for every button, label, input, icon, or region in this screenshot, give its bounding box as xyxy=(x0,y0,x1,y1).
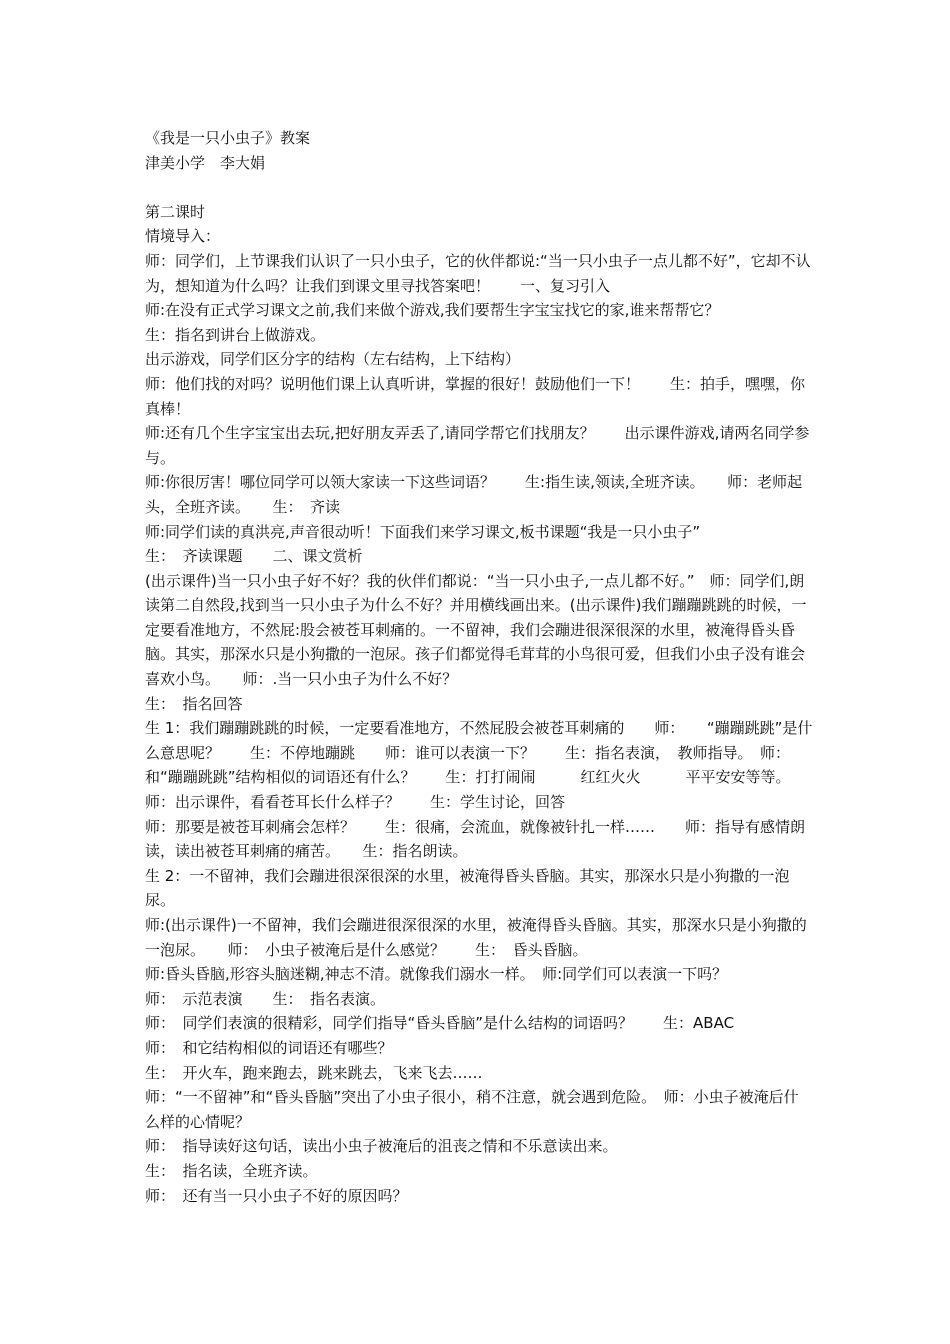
paragraph: 出示游戏，同学们区分字的结构（左右结构，上下结构） xyxy=(145,350,521,369)
paragraph: 生：指名到讲台上做游戏。 xyxy=(145,325,326,344)
paragraph: 情境导入： xyxy=(145,227,221,246)
paragraph: 师：他们找的对吗？说明他们课上认真听讲，掌握的很好！鼓励他们一下！ 生：拍手，嘿嘿，你真棒！ xyxy=(145,374,806,418)
paragraph: 师:(出示课件)一不留神，我们会蹦进很深很深的水里，被淹得昏头昏脑。其实，那深水只是小狗撒的一泡尿。 师： 小虫子被淹后是什么感觉？ 生： 昏头昏脑。 xyxy=(145,916,807,959)
paragraph: 师：那要是被苍耳刺痛会怎样？ 生：很痛，会流血，就像被针扎一样…… 师：指导有感情朗读，读出被苍耳刺痛的痛苦。 生：指名朗读。 xyxy=(145,817,806,861)
paragraph: 师： 和它结构相似的词语还有哪些？ xyxy=(145,1038,393,1057)
document-page xyxy=(145,126,813,1208)
paragraph: 师： 示范表演 生： 指名表演。 xyxy=(145,989,386,1008)
paragraph: 师： 指导读好这句话，读出小虫子被淹后的沮丧之情和不乐意读出来。 xyxy=(145,1137,618,1156)
paragraph: 师:在没有正式学习课文之前,我们来做个游戏,我们要帮生字宝宝找它的家,谁来帮帮它？ xyxy=(145,301,720,320)
paragraph: 生： 指名读，全班齐读。 xyxy=(145,1161,318,1180)
paragraph: 生： 齐读课题 二、课文赏析 xyxy=(145,547,363,566)
paragraph: 师： 同学们表演的很精彩，同学们指导“昏头昏脑”是什么结构的词语吗？ 生：ABAC xyxy=(145,1014,735,1033)
lesson-label: 第二课时 xyxy=(145,202,206,221)
blank-line xyxy=(145,175,813,200)
document-title: 《我是一只小虫子》教案 xyxy=(145,129,311,147)
paragraph: 生 1：我们蹦蹦跳跳的时候，一定要看准地方，不然屁股会被苍耳刺痛的 师： “蹦蹦跳跳”是什么意思呢？ 生：不停地蹦跳 师：谁可以表演一下？ 生：指名表演， 教师指导。 师：和“蹦蹦跳跳”结构相似的词语还有什么？ 生：打打闹闹 红红火火 平平安安等等。 师：出示课件，看看苍耳长什么样子？ 生：学生讨论，回答 xyxy=(145,719,814,812)
paragraph: (出示课件)当一只小虫子好不好？我的伙伴们都说：“当一只小虫子,一点儿都不好。” 师：同学们,朗读第二自然段,找到当一只小虫子为什么不好？并用横线画出来。(出示课件)我们蹦蹦跳跳的时候，一定要看准地方，不然屁:股会被苍耳刺痛的。一不留神，我们会蹦进很深很深的水里，被淹得昏头昏脑。其实，那深水只是小狗撒的一泡尿。孩子们都觉得毛茸茸的小鸟很可爱，但我们小虫子没有谁会喜欢小鸟。 师：.当一只小虫子为什么不好？ xyxy=(145,571,807,689)
paragraph: 师：同学们，上节课我们认识了一只小虫子，它的伙伴都说:“当一只小虫子一点儿都不好”，它却不认为，想知道为什么吗？让我们到课文里寻找答案吧！ 一、复习引入 xyxy=(145,251,811,295)
paragraph: 生： 开火车，跑来跑去，跳来跳去，飞来飞去…… xyxy=(145,1063,483,1082)
paragraph: 师:还有几个生字宝宝出去玩,把好朋友弄丢了,请同学帮它们找朋友？ 出示课件游戏,请两名同学参与。 xyxy=(145,424,810,467)
paragraph: 师:你很厉害！哪位同学可以领大家读一下这些词语？ 生:指生读,领读,全班齐读。 师：老师起头，全班齐读。 生： 齐读 xyxy=(145,473,803,516)
paragraph: 师:昏头昏脑,形容头脑迷糊,神志不清。就像我们溺水一样。 师:同学们可以表演一下吗？ xyxy=(145,965,728,984)
paragraph: 师： 还有当一只小虫子不好的原因吗？ xyxy=(145,1186,408,1205)
paragraph: 生 2：一不留神，我们会蹦进很深很深的水里，被淹得昏头昏脑。其实，那深水只是小狗撒的一泡尿。 xyxy=(145,866,790,910)
document-author: 津美小学 李大娟 xyxy=(145,153,266,172)
paragraph: 师：“一不留神”和“昏头昏脑”突出了小虫子很小，稍不注意，就会遇到危险。 师：小虫子被淹后什么样的心情呢？ xyxy=(145,1088,799,1131)
paragraph: 师:同学们读的真洪亮,声音很动听！下面我们来学习课文,板书课题“我是一只小虫子” xyxy=(145,522,701,541)
paragraph: 生： 指名回答 xyxy=(145,694,243,713)
